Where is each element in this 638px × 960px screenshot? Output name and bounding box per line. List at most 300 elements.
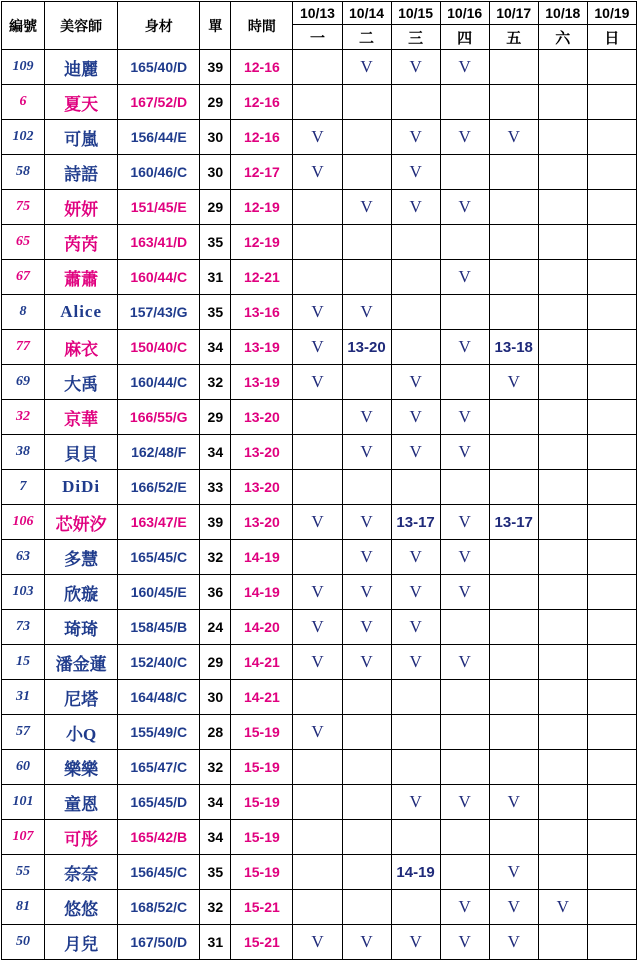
row-cell-day-5 [538, 540, 587, 575]
row-cell-day-5 [538, 925, 587, 960]
row-cell-day-5 [538, 330, 587, 365]
row-cell-day-1 [342, 120, 391, 155]
row-cell-day-2: V [391, 645, 440, 680]
row-name: 童恩 [45, 785, 118, 820]
row-cell-day-0: V [293, 155, 342, 190]
row-cell-day-1 [342, 855, 391, 890]
row-body: 156/45/C [118, 855, 200, 890]
row-time: 13-20 [231, 435, 293, 470]
row-cell-day-6 [587, 295, 636, 330]
row-name: 多慧 [45, 540, 118, 575]
row-cell-day-6 [587, 750, 636, 785]
row-cell-day-3 [440, 155, 489, 190]
row-cell-day-4: V [489, 855, 538, 890]
row-cell-day-3: V [440, 435, 489, 470]
row-cell-day-3: V [440, 50, 489, 85]
row-body: 165/45/C [118, 540, 200, 575]
row-time: 15-21 [231, 925, 293, 960]
row-name: 可彤 [45, 820, 118, 855]
row-name: 貝貝 [45, 435, 118, 470]
table-row [2, 190, 637, 225]
row-time: 12-17 [231, 155, 293, 190]
row-body: 167/50/D [118, 925, 200, 960]
row-count: 31 [200, 260, 231, 295]
header-date-0: 10/13 [293, 2, 342, 25]
row-id: 7 [2, 470, 45, 505]
row-cell-day-1: V [342, 400, 391, 435]
header-label-name: 美容師 [45, 2, 118, 50]
row-time: 13-20 [231, 400, 293, 435]
row-cell-day-5 [538, 680, 587, 715]
row-cell-day-3: V [440, 260, 489, 295]
row-cell-day-4 [489, 645, 538, 680]
row-cell-day-0: V [293, 575, 342, 610]
row-count: 34 [200, 330, 231, 365]
row-cell-day-1 [342, 85, 391, 120]
row-cell-day-5 [538, 50, 587, 85]
row-cell-day-0 [293, 890, 342, 925]
row-cell-day-4: 13-18 [489, 330, 538, 365]
table-row [2, 680, 637, 715]
row-body: 164/48/C [118, 680, 200, 715]
row-cell-day-1 [342, 260, 391, 295]
row-cell-day-5 [538, 225, 587, 260]
table-row [2, 855, 637, 890]
row-id: 67 [2, 260, 45, 295]
row-cell-day-2 [391, 470, 440, 505]
row-cell-day-6 [587, 85, 636, 120]
row-body: 160/46/C [118, 155, 200, 190]
row-cell-day-4 [489, 715, 538, 750]
row-cell-day-2: V [391, 400, 440, 435]
table-row [2, 50, 637, 85]
row-cell-day-3 [440, 470, 489, 505]
row-cell-day-3 [440, 680, 489, 715]
table-row [2, 400, 637, 435]
row-name: 可嵐 [45, 120, 118, 155]
row-cell-day-1: V [342, 540, 391, 575]
row-cell-day-1: V [342, 645, 391, 680]
row-cell-day-5 [538, 120, 587, 155]
row-cell-day-5 [538, 645, 587, 680]
row-time: 13-16 [231, 295, 293, 330]
row-cell-day-3: V [440, 645, 489, 680]
row-cell-day-0 [293, 680, 342, 715]
table-row [2, 540, 637, 575]
row-count: 32 [200, 540, 231, 575]
header-weekday-3: 四 [440, 25, 489, 50]
row-cell-day-5 [538, 260, 587, 295]
row-cell-day-6 [587, 820, 636, 855]
row-cell-day-5 [538, 85, 587, 120]
row-cell-day-1 [342, 155, 391, 190]
row-count: 29 [200, 85, 231, 120]
row-name: 尼塔 [45, 680, 118, 715]
table-row [2, 785, 637, 820]
row-cell-day-3: V [440, 120, 489, 155]
row-cell-day-2 [391, 890, 440, 925]
row-cell-day-0 [293, 260, 342, 295]
table-row [2, 890, 637, 925]
row-name: 芮芮 [45, 225, 118, 260]
row-id: 63 [2, 540, 45, 575]
row-time: 14-19 [231, 540, 293, 575]
row-body: 163/47/E [118, 505, 200, 540]
row-count: 35 [200, 295, 231, 330]
row-cell-day-3 [440, 750, 489, 785]
row-cell-day-3 [440, 225, 489, 260]
row-cell-day-4 [489, 610, 538, 645]
table-row [2, 925, 637, 960]
row-name: 麻衣 [45, 330, 118, 365]
row-cell-day-5 [538, 470, 587, 505]
row-name: 樂樂 [45, 750, 118, 785]
row-cell-day-4: V [489, 120, 538, 155]
row-cell-day-2: V [391, 610, 440, 645]
row-cell-day-3 [440, 365, 489, 400]
row-cell-day-0 [293, 540, 342, 575]
row-time: 12-16 [231, 50, 293, 85]
row-cell-day-0 [293, 225, 342, 260]
row-cell-day-6 [587, 680, 636, 715]
row-id: 55 [2, 855, 45, 890]
row-cell-day-1 [342, 820, 391, 855]
row-time: 15-19 [231, 750, 293, 785]
row-time: 12-16 [231, 120, 293, 155]
row-time: 14-21 [231, 680, 293, 715]
row-cell-day-2: V [391, 120, 440, 155]
row-body: 165/40/D [118, 50, 200, 85]
row-time: 15-19 [231, 715, 293, 750]
row-cell-day-6 [587, 855, 636, 890]
row-cell-day-5 [538, 190, 587, 225]
row-cell-day-5 [538, 750, 587, 785]
row-cell-day-0 [293, 85, 342, 120]
row-cell-day-6 [587, 435, 636, 470]
header-weekday-5: 六 [538, 25, 587, 50]
row-cell-day-6 [587, 925, 636, 960]
row-time: 12-19 [231, 190, 293, 225]
row-body: 158/45/B [118, 610, 200, 645]
row-cell-day-3 [440, 820, 489, 855]
row-body: 160/44/C [118, 260, 200, 295]
row-count: 29 [200, 645, 231, 680]
row-name: 夏天 [45, 85, 118, 120]
row-id: 109 [2, 50, 45, 85]
row-cell-day-2: V [391, 155, 440, 190]
row-cell-day-0: V [293, 295, 342, 330]
row-body: 157/43/G [118, 295, 200, 330]
row-cell-day-2 [391, 680, 440, 715]
row-count: 30 [200, 120, 231, 155]
row-cell-day-0: V [293, 505, 342, 540]
row-cell-day-5 [538, 715, 587, 750]
table-row [2, 750, 637, 785]
row-cell-day-4 [489, 575, 538, 610]
header-date-5: 10/18 [538, 2, 587, 25]
row-count: 35 [200, 855, 231, 890]
row-cell-day-4 [489, 50, 538, 85]
row-cell-day-2: V [391, 365, 440, 400]
row-id: 69 [2, 365, 45, 400]
row-cell-day-3: V [440, 785, 489, 820]
row-cell-day-0: V [293, 925, 342, 960]
row-cell-day-1: V [342, 505, 391, 540]
row-cell-day-6 [587, 155, 636, 190]
row-cell-day-2 [391, 820, 440, 855]
row-cell-day-2: V [391, 190, 440, 225]
row-cell-day-4: 13-17 [489, 505, 538, 540]
row-cell-day-2 [391, 225, 440, 260]
row-cell-day-6 [587, 50, 636, 85]
row-cell-day-1: V [342, 295, 391, 330]
row-cell-day-2 [391, 330, 440, 365]
row-cell-day-1 [342, 750, 391, 785]
row-time: 12-16 [231, 85, 293, 120]
row-cell-day-2: V [391, 540, 440, 575]
row-time: 14-19 [231, 575, 293, 610]
row-count: 39 [200, 50, 231, 85]
row-cell-day-4 [489, 295, 538, 330]
row-cell-day-3: V [440, 190, 489, 225]
row-cell-day-5 [538, 295, 587, 330]
row-count: 34 [200, 820, 231, 855]
row-cell-day-4 [489, 85, 538, 120]
header-label-time: 時間 [231, 2, 293, 50]
row-cell-day-1: V [342, 575, 391, 610]
row-body: 150/40/C [118, 330, 200, 365]
row-cell-day-2 [391, 85, 440, 120]
row-id: 107 [2, 820, 45, 855]
row-cell-day-2 [391, 260, 440, 295]
row-id: 75 [2, 190, 45, 225]
row-cell-day-1 [342, 365, 391, 400]
row-cell-day-6 [587, 505, 636, 540]
row-cell-day-1 [342, 680, 391, 715]
row-cell-day-1: V [342, 610, 391, 645]
row-name: 小Q [45, 715, 118, 750]
row-cell-day-3: V [440, 400, 489, 435]
header-label-body: 身材 [118, 2, 200, 50]
row-cell-day-1 [342, 785, 391, 820]
table-row [2, 120, 637, 155]
row-cell-day-0 [293, 190, 342, 225]
table-row [2, 610, 637, 645]
row-time: 13-20 [231, 505, 293, 540]
row-count: 34 [200, 785, 231, 820]
header-weekday-2: 三 [391, 25, 440, 50]
row-id: 77 [2, 330, 45, 365]
row-cell-day-0: V [293, 120, 342, 155]
row-name: 悠悠 [45, 890, 118, 925]
row-body: 166/52/E [118, 470, 200, 505]
row-cell-day-0: V [293, 330, 342, 365]
row-cell-day-5 [538, 155, 587, 190]
row-name: 芯妍汐 [45, 505, 118, 540]
row-id: 57 [2, 715, 45, 750]
row-cell-day-2 [391, 750, 440, 785]
row-cell-day-0 [293, 855, 342, 890]
row-time: 15-21 [231, 890, 293, 925]
table-row [2, 365, 637, 400]
row-cell-day-0 [293, 400, 342, 435]
row-name: 蕭蕭 [45, 260, 118, 295]
row-name: 琦琦 [45, 610, 118, 645]
row-count: 32 [200, 365, 231, 400]
row-cell-day-4 [489, 225, 538, 260]
row-cell-day-2: V [391, 785, 440, 820]
row-body: 165/47/C [118, 750, 200, 785]
row-body: 165/45/D [118, 785, 200, 820]
row-cell-day-4 [489, 470, 538, 505]
schedule-rows [2, 50, 637, 960]
row-cell-day-0: V [293, 715, 342, 750]
row-cell-day-3 [440, 715, 489, 750]
row-cell-day-3: V [440, 890, 489, 925]
row-cell-day-0 [293, 435, 342, 470]
row-name: 潘金蓮 [45, 645, 118, 680]
row-cell-day-5: V [538, 890, 587, 925]
row-cell-day-1 [342, 715, 391, 750]
row-name: 詩語 [45, 155, 118, 190]
row-id: 103 [2, 575, 45, 610]
row-cell-day-3 [440, 85, 489, 120]
row-count: 29 [200, 400, 231, 435]
row-time: 12-19 [231, 225, 293, 260]
row-id: 15 [2, 645, 45, 680]
row-cell-day-3 [440, 855, 489, 890]
row-cell-day-1: V [342, 925, 391, 960]
row-name: 奈奈 [45, 855, 118, 890]
row-cell-day-6 [587, 260, 636, 295]
row-cell-day-3: V [440, 925, 489, 960]
row-body: 167/52/D [118, 85, 200, 120]
table-row [2, 505, 637, 540]
row-id: 102 [2, 120, 45, 155]
header-label-id: 編號 [2, 2, 45, 50]
row-cell-day-1: V [342, 190, 391, 225]
row-time: 15-19 [231, 855, 293, 890]
row-id: 38 [2, 435, 45, 470]
row-cell-day-2: V [391, 435, 440, 470]
row-cell-day-6 [587, 645, 636, 680]
row-cell-day-5 [538, 785, 587, 820]
row-cell-day-5 [538, 365, 587, 400]
header-date-2: 10/15 [391, 2, 440, 25]
row-cell-day-0: V [293, 365, 342, 400]
row-cell-day-3 [440, 295, 489, 330]
row-cell-day-4 [489, 435, 538, 470]
row-time: 12-21 [231, 260, 293, 295]
row-cell-day-2: V [391, 50, 440, 85]
row-cell-day-5 [538, 610, 587, 645]
row-cell-day-1 [342, 470, 391, 505]
row-cell-day-6 [587, 120, 636, 155]
row-cell-day-2: 14-19 [391, 855, 440, 890]
row-body: 162/48/F [118, 435, 200, 470]
row-name: 妍妍 [45, 190, 118, 225]
row-cell-day-3 [440, 610, 489, 645]
row-cell-day-2: V [391, 925, 440, 960]
header-label-count: 單 [200, 2, 231, 50]
header-date-4: 10/17 [489, 2, 538, 25]
header-weekday-4: 五 [489, 25, 538, 50]
table-row [2, 330, 637, 365]
row-cell-day-0 [293, 785, 342, 820]
header-date-6: 10/19 [587, 2, 636, 25]
row-count: 30 [200, 680, 231, 715]
row-count: 39 [200, 505, 231, 540]
row-cell-day-6 [587, 785, 636, 820]
row-id: 106 [2, 505, 45, 540]
row-body: 151/45/E [118, 190, 200, 225]
row-body: 168/52/C [118, 890, 200, 925]
row-cell-day-0 [293, 470, 342, 505]
row-time: 14-20 [231, 610, 293, 645]
row-body: 163/41/D [118, 225, 200, 260]
row-id: 65 [2, 225, 45, 260]
row-name: DiDi [45, 470, 118, 505]
row-body: 166/55/G [118, 400, 200, 435]
header-weekday-6: 日 [587, 25, 636, 50]
row-cell-day-4 [489, 260, 538, 295]
row-name: 京華 [45, 400, 118, 435]
row-cell-day-2: 13-17 [391, 505, 440, 540]
row-count: 28 [200, 715, 231, 750]
row-count: 35 [200, 225, 231, 260]
header-weekday-1: 二 [342, 25, 391, 50]
header-date-1: 10/14 [342, 2, 391, 25]
row-count: 32 [200, 890, 231, 925]
table-row [2, 435, 637, 470]
row-cell-day-3: V [440, 575, 489, 610]
row-cell-day-4 [489, 400, 538, 435]
row-cell-day-6 [587, 190, 636, 225]
row-id: 81 [2, 890, 45, 925]
row-time: 13-19 [231, 365, 293, 400]
row-id: 101 [2, 785, 45, 820]
row-body: 160/45/E [118, 575, 200, 610]
row-count: 34 [200, 435, 231, 470]
row-cell-day-6 [587, 365, 636, 400]
row-cell-day-1: 13-20 [342, 330, 391, 365]
row-cell-day-6 [587, 330, 636, 365]
row-name: 欣璇 [45, 575, 118, 610]
table-row [2, 470, 637, 505]
row-name: 大禹 [45, 365, 118, 400]
row-cell-day-4 [489, 190, 538, 225]
row-time: 13-20 [231, 470, 293, 505]
row-count: 31 [200, 925, 231, 960]
row-cell-day-4: V [489, 925, 538, 960]
row-cell-day-5 [538, 820, 587, 855]
row-count: 24 [200, 610, 231, 645]
row-cell-day-3: V [440, 505, 489, 540]
row-cell-day-6 [587, 610, 636, 645]
row-cell-day-2 [391, 715, 440, 750]
row-cell-day-3: V [440, 330, 489, 365]
table-row [2, 820, 637, 855]
table-row [2, 645, 637, 680]
row-cell-day-4 [489, 155, 538, 190]
row-cell-day-6 [587, 400, 636, 435]
row-cell-day-6 [587, 470, 636, 505]
row-body: 160/44/C [118, 365, 200, 400]
row-name: 月兒 [45, 925, 118, 960]
row-id: 31 [2, 680, 45, 715]
row-count: 33 [200, 470, 231, 505]
row-cell-day-1 [342, 890, 391, 925]
